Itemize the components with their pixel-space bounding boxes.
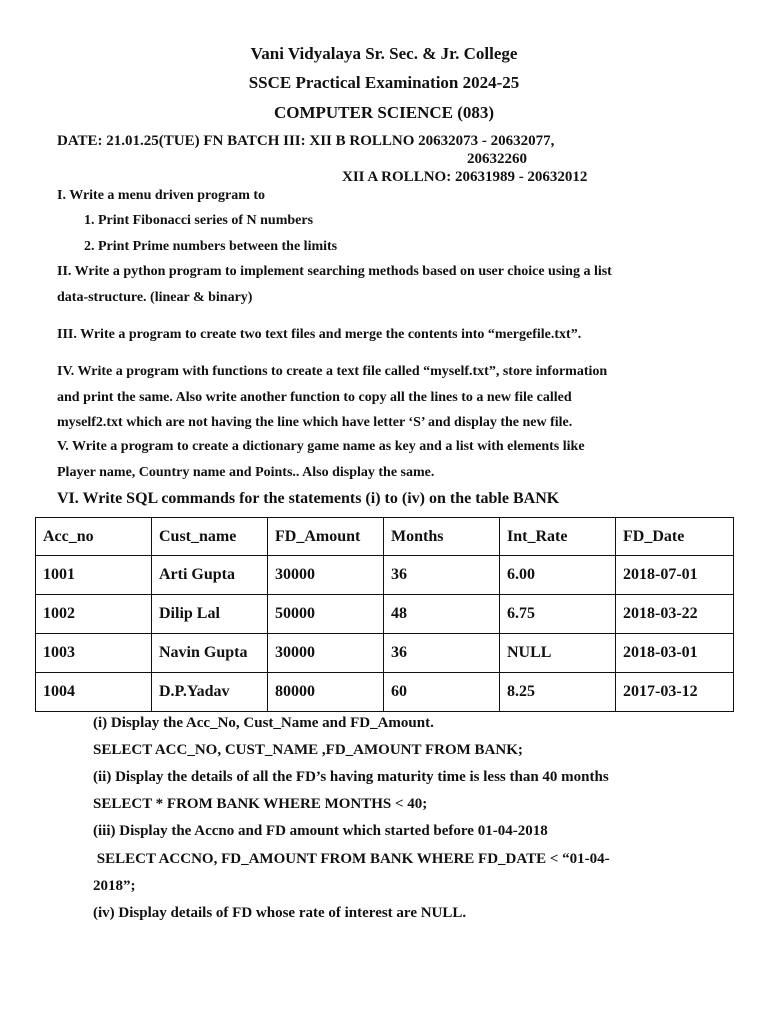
table-cell: D.P.Yadav [152, 673, 268, 712]
exam-title: SSCE Practical Examination 2024-25 [248, 73, 520, 92]
batch-line-2: 20632260 [467, 151, 527, 167]
sql-question-ii: (ii) Display the details of all the FD’s having maturity time is less than 40 months [93, 769, 609, 785]
question-3: III. Write a program to create two text files and merge the contents into “mergefile.txt”. [57, 327, 582, 342]
batch-line-3: XII A ROLLNO: 20631989 - 20632012 [342, 169, 588, 185]
sql-answer-iii-line-1: SELECT ACCNO, FD_AMOUNT FROM BANK WHERE FD_DATE < “01-04- [93, 851, 610, 867]
table-row [36, 556, 734, 595]
subject-title: COMPUTER SCIENCE (083) [273, 103, 495, 122]
table-cell: 60 [384, 673, 500, 712]
question-6: VI. Write SQL commands for the statements (i) to (iv) on the table BANK [57, 490, 560, 507]
bank-table [35, 517, 734, 712]
table-cell: 1001 [36, 556, 152, 595]
question-4-line-1: IV. Write a program with functions to create a text file called “myself.txt”, store information [57, 364, 608, 379]
table-cell: 2018-03-01 [616, 634, 734, 673]
table-cell: 2017-03-12 [616, 673, 734, 712]
table-cell: 2018-07-01 [616, 556, 734, 595]
table-cell: 30000 [268, 556, 384, 595]
column-header-fd-amount: FD_Amount [268, 518, 384, 556]
table-row [36, 673, 734, 712]
table-cell: 1003 [36, 634, 152, 673]
question-1: I. Write a menu driven program to [57, 188, 266, 203]
table-cell: NULL [500, 634, 616, 673]
column-header-cust-name: Cust_name [152, 518, 268, 556]
batch-line: DATE: 21.01.25(TUE) FN BATCH III: XII B ROLLNO 20632073 - 20632077, [57, 133, 555, 149]
table-cell: 80000 [268, 673, 384, 712]
sql-question-iv: (iv) Display details of FD whose rate of interest are NULL. [93, 905, 467, 921]
question-1-item-1: 1. Print Fibonacci series of N numbers [84, 213, 314, 228]
question-4-line-3: myself2.txt which are not having the line which have letter ‘S’ and display the new file. [57, 415, 573, 430]
column-header-acc-no: Acc_no [36, 518, 152, 556]
question-5-line-2: Player name, Country name and Points.. Also display the same. [57, 465, 435, 480]
table-cell: Navin Gupta [152, 634, 268, 673]
table-cell: 6.00 [500, 556, 616, 595]
sql-question-iii: (iii) Display the Accno and FD amount which started before 01-04-2018 [93, 823, 548, 839]
table-row [36, 595, 734, 634]
question-5-line-1: V. Write a program to create a dictionary game name as key and a list with elements like [57, 439, 585, 454]
table-cell: Dilip Lal [152, 595, 268, 634]
column-header-fd-date: FD_Date [616, 518, 734, 556]
question-2-line-1: II. Write a python program to implement searching methods based on user choice using a list [57, 264, 612, 279]
table-cell: 1002 [36, 595, 152, 634]
table-header-row [36, 518, 734, 556]
table-cell: 30000 [268, 634, 384, 673]
sql-answer-iii-line-2: 2018”; [93, 878, 136, 894]
sql-question-i: (i) Display the Acc_No, Cust_Name and FD_Amount. [93, 715, 434, 731]
question-1-item-2: 2. Print Prime numbers between the limits [84, 239, 338, 254]
column-header-months: Months [384, 518, 500, 556]
table-cell: 48 [384, 595, 500, 634]
table-row [36, 634, 734, 673]
table-cell: Arti Gupta [152, 556, 268, 595]
table-cell: 50000 [268, 595, 384, 634]
table-cell: 36 [384, 634, 500, 673]
question-2-line-2: data-structure. (linear & binary) [57, 290, 253, 305]
table-cell: 1004 [36, 673, 152, 712]
sql-answer-ii: SELECT * FROM BANK WHERE MONTHS < 40; [93, 796, 428, 812]
table-cell: 6.75 [500, 595, 616, 634]
table-cell: 8.25 [500, 673, 616, 712]
table-cell: 36 [384, 556, 500, 595]
column-header-int-rate: Int_Rate [500, 518, 616, 556]
question-4-line-2: and print the same. Also write another function to copy all the lines to a new file called [57, 390, 572, 405]
sql-answer-i: SELECT ACC_NO, CUST_NAME ,FD_AMOUNT FROM BANK; [93, 742, 523, 758]
table-cell: 2018-03-22 [616, 595, 734, 634]
school-name: Vani Vidyalaya Sr. Sec. & Jr. College [250, 44, 518, 63]
